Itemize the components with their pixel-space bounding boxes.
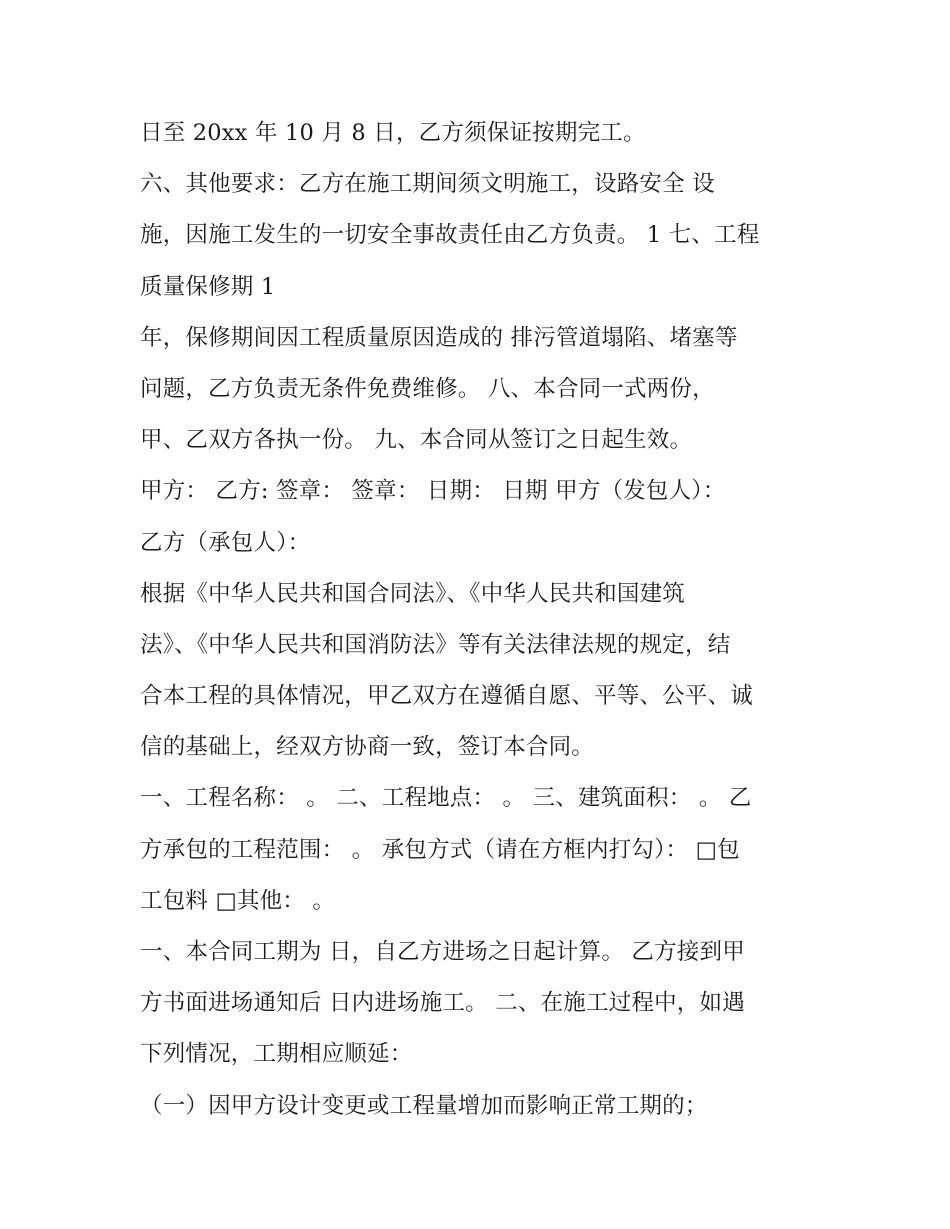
text-line: 问题，乙方负责无条件免费维修。 八、本合同一式两份， — [140, 375, 715, 402]
text-line: 施，因施工发生的一切安全事故责任由乙方负责。 1 七、工程 — [140, 222, 760, 249]
text-line: 根据《中华人民共和国合同法》、《中华人民共和国建筑 — [140, 580, 686, 607]
text-line: 合本工程的具体情况，甲乙双方在遵循自愿、平等、公平、诚 — [140, 683, 753, 710]
signature-line: 甲方： 乙方: 签章： 签章： 日期： 日期 甲方（发包人）： — [140, 478, 726, 505]
text-line: 乙方（承包人）： — [140, 529, 311, 556]
text-line: 甲、乙双方各执一份。 九、本合同从签订之日起生效。 — [140, 427, 693, 454]
text-line: 方承包的工程范围： 。 承包方式（请在方框内打勾）： □包 — [140, 836, 740, 863]
text-line: 质量保修期 1 — [140, 273, 276, 300]
text-line: （一）因甲方设计变更或工程量增加而影响正常工期的； — [140, 1092, 708, 1119]
text-line: 六、其他要求：乙方在施工期间须文明施工，设路安全 设 — [140, 171, 715, 198]
text-line: 工包料 □其他： 。 — [140, 887, 336, 914]
text-line: 日至 20xx 年 10 月 8 日，乙方须保证按期完工。 — [140, 120, 646, 146]
document-body — [140, 108, 820, 1132]
text-line: 下列情况，工期相应顺延： — [140, 1041, 413, 1068]
text-line: 年，保修期间因工程质量原因造成的 排污管道塌陷、堵塞等 — [140, 324, 738, 351]
text-line: 信的基础上，经双方协商一致，签订本合同。 — [140, 734, 595, 761]
text-line: 方书面进场通知后 日内进场施工。 二、在施工过程中，如遇 — [140, 990, 745, 1017]
text-line: 法》、《中华人民共和国消防法》等有关法律法规的规定，结 — [140, 631, 731, 658]
text-line: 一、工程名称： 。 二、工程地点： 。 三、建筑面积： 。 乙 — [140, 785, 752, 812]
text-line: 一、本合同工期为 日，自乙方进场之日起计算。 乙方接到甲 — [140, 939, 745, 965]
